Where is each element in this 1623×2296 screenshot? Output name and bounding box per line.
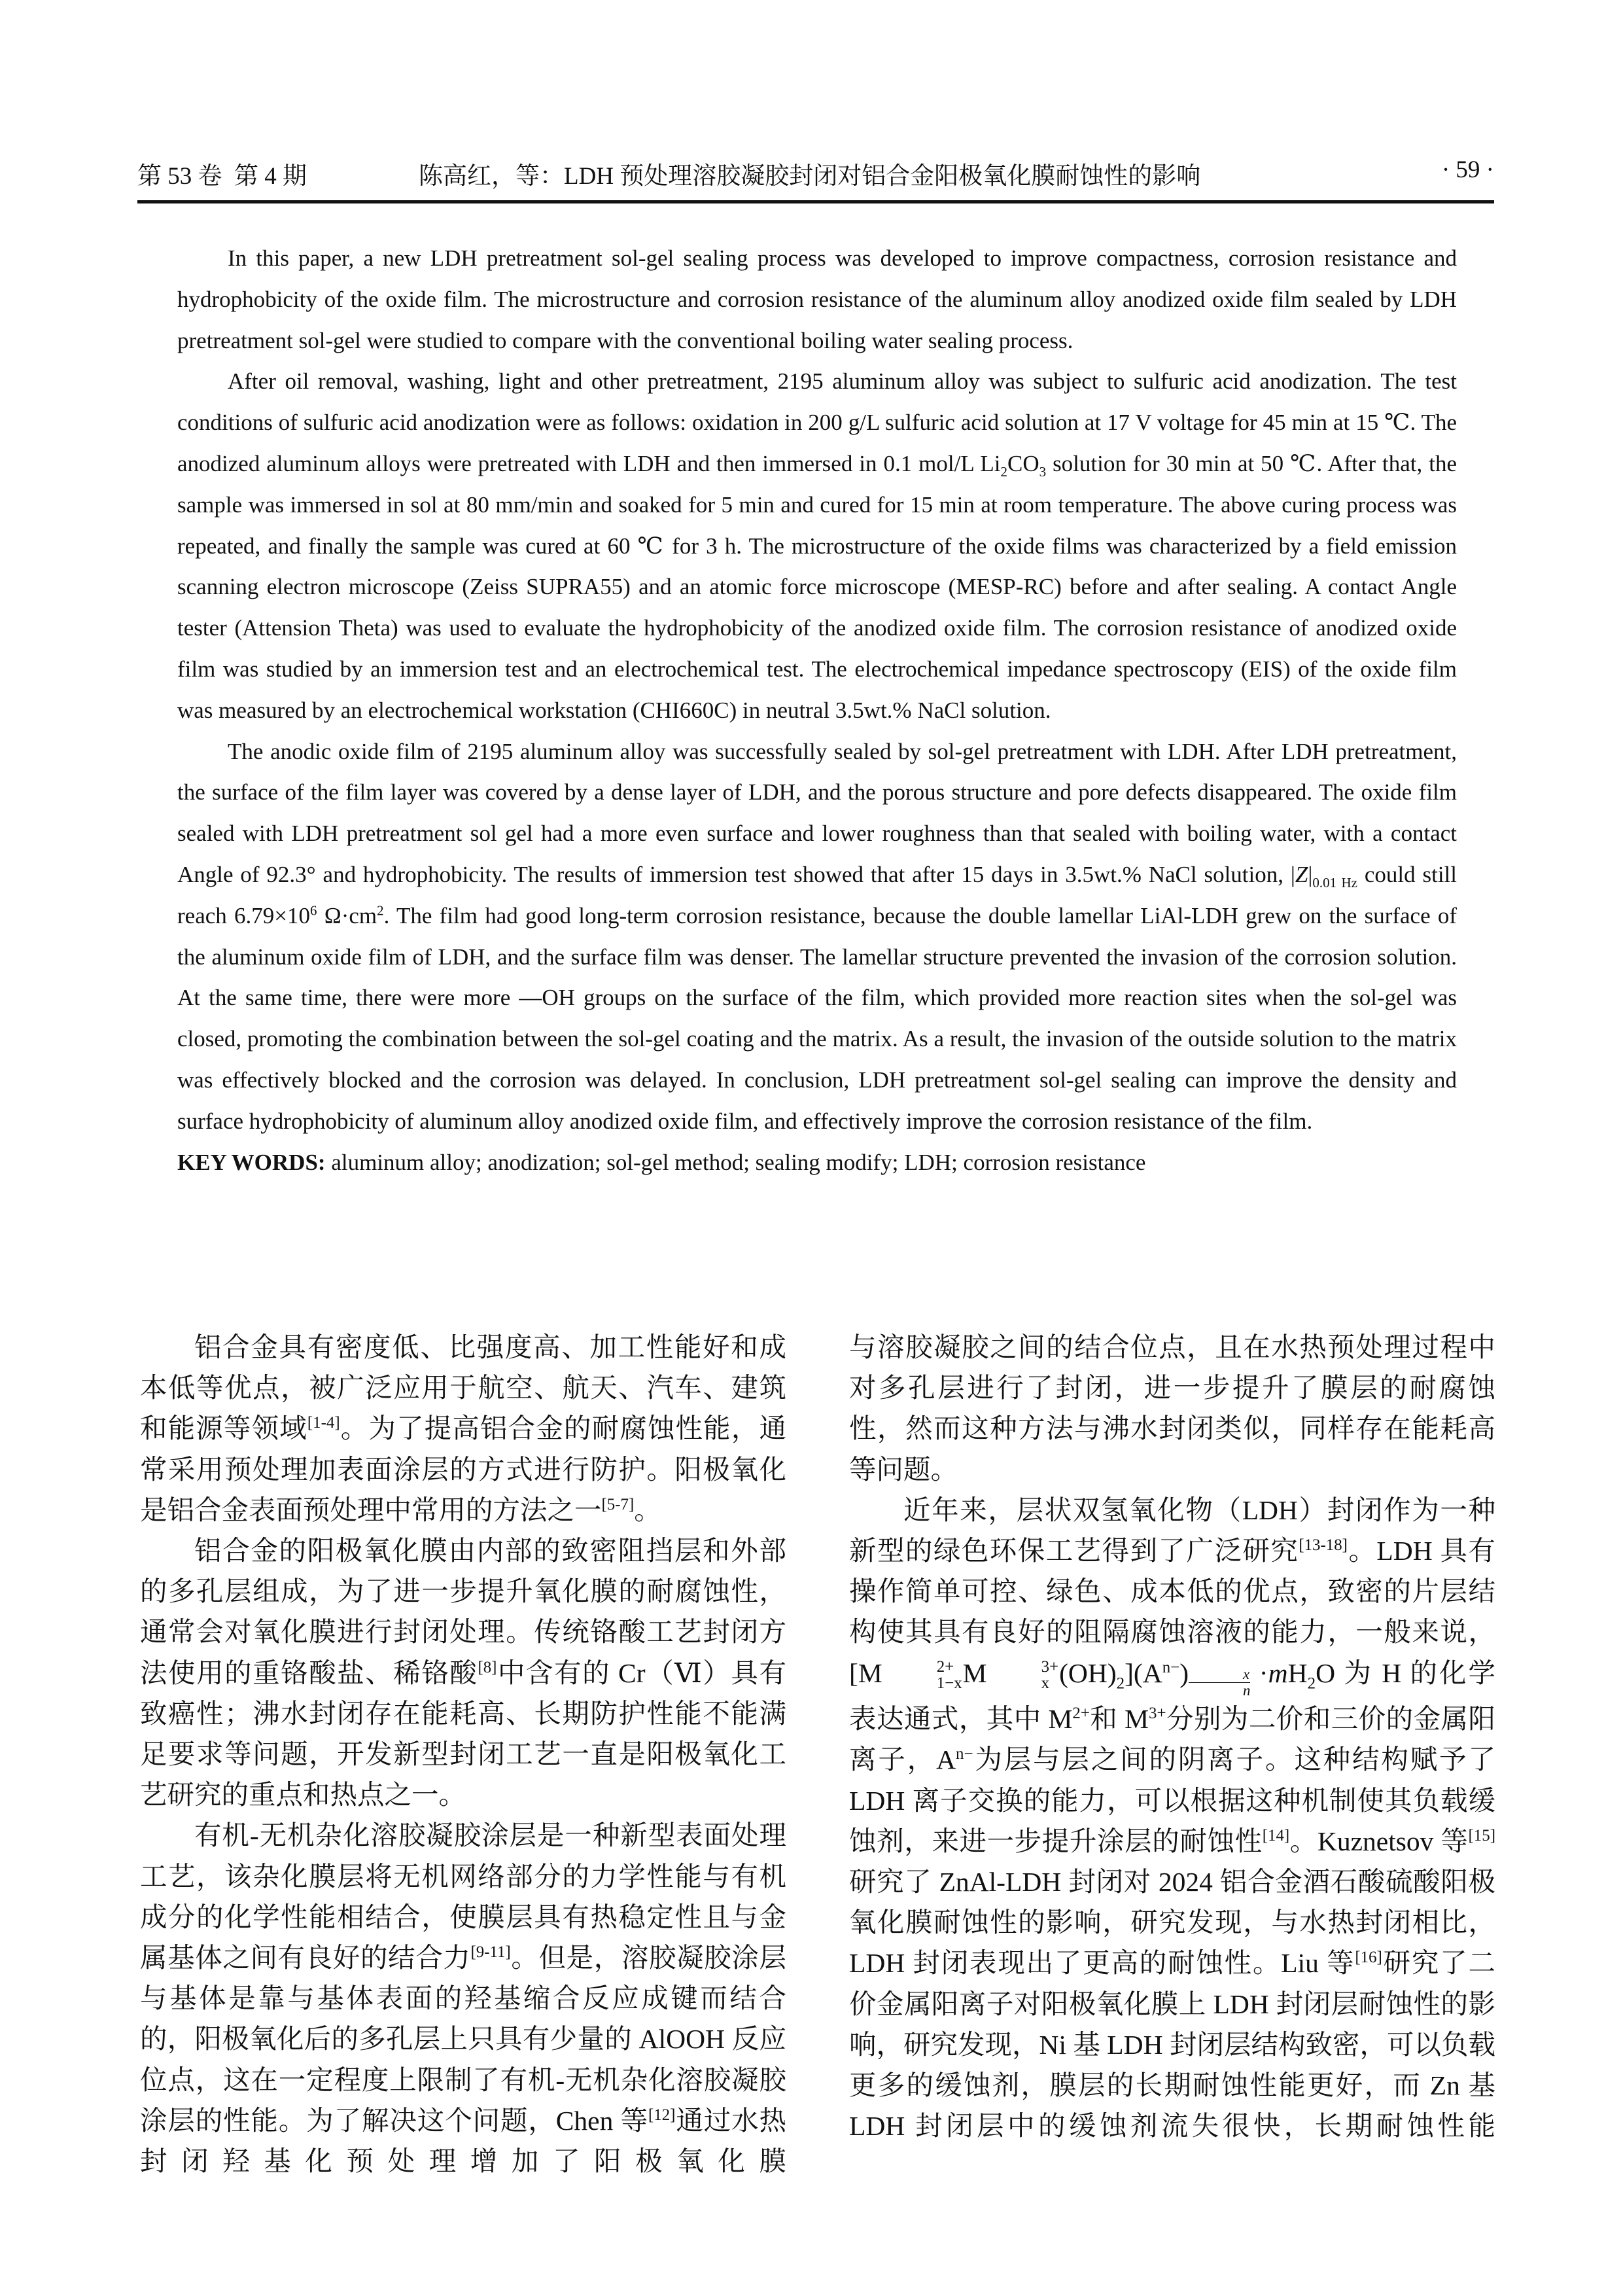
- text-run: 近年来，层状双氢氧化物（LDH）封闭作为一种新型的绿色环保工艺得到了广泛研究: [849, 1494, 1495, 1566]
- keywords-text: aluminum alloy; anodization; sol-gel method; sealing modify; LDH; corrosion resistance: [325, 1149, 1146, 1175]
- body-right-column: [849, 1327, 1495, 2146]
- upper-index: 2+: [936, 1658, 954, 1676]
- superscript: [14]: [1262, 1826, 1290, 1845]
- text-run: 。Kuznetsov 等: [1289, 1826, 1469, 1856]
- text-run: 。为了提高铝合金的耐腐蚀性能，通常采用预处理加表面涂层的方式进行防护。阳极氧化是铝合金表面预处理中常用的方法之一: [140, 1413, 786, 1525]
- abstract-paragraph: [177, 361, 1457, 731]
- italic-symbol: m: [1268, 1657, 1288, 1688]
- text-run: O 为 H 的化学表达通式，其中 M: [849, 1657, 1495, 1735]
- stacked-index: [882, 1659, 962, 1692]
- text-run: ·: [1250, 1657, 1268, 1688]
- body-paragraph: [140, 1327, 786, 1530]
- text-run: 中含有的 Cr（Ⅵ）具有致癌性；沸水封闭存在能耗高、长期防护性能不能满足要求等问题，开发新型封闭工艺一直是阳极氧化工艺研究的重点和热点之一。: [140, 1657, 786, 1810]
- lower-index: x: [1041, 1674, 1050, 1693]
- stacked-index: [987, 1659, 1058, 1692]
- superscript: [15]: [1468, 1826, 1495, 1845]
- upper-index: x: [1189, 1667, 1250, 1683]
- text-run: 与溶胶凝胶之间的结合位点，且在水热预处理过程中对多孔层进行了封闭，进一步提升了膜层的耐腐蚀性，然而这种方法与沸水封闭类似，同样存在能耗高等问题。: [849, 1332, 1495, 1485]
- text-run: 有机-无机杂化溶胶凝胶涂层是一种新型表面处理工艺，该杂化膜层将无机网络部分的力学性能与有机成分的化学性能相结合，使膜层具有热稳定性且与金属基体之间有良好的结合力: [140, 1820, 786, 1973]
- text-run: In this paper, a new LDH pretreatment sol-gel sealing process was developed to improve compactness, corrosion resistance and hydrophobicity of the oxide film. The microstructure and corrosion resistance of the aluminum alloy anodized oxide film sealed by LDH pretreatment sol-gel were studied to compare with the conventional boiling water sealing process.: [177, 245, 1457, 353]
- text-run: 。但是，溶胶凝胶涂层与基体是靠与基体表面的羟基缩合反应成键而结合的，阳极氧化后的多孔层上只具有少量的 AlOOH 反应位点，这在一定程度上限制了有机-无机杂化溶胶凝胶涂层的性能。为了解决这个问题，Chen 等: [140, 1943, 786, 2136]
- keywords-label: KEY WORDS:: [177, 1149, 326, 1175]
- subscript: 2: [1307, 1674, 1316, 1692]
- upper-index: 3+: [1041, 1658, 1059, 1676]
- text-run: . The film had good long-term corrosion resistance, because the double lamellar LiAl-LDH grew on the surface of the aluminum oxide film of LDH, and the surface film was denser. The lamellar structure prevented the invasion of the corrosion solution. At the same time, there were more —OH groups on the surface of the film, which provided more reaction sites when the sol-gel was closed, promoting the combination between the sol-gel coating and the matrix. As a result, the invasion of the outside solution to the matrix was effectively blocked and the corrosion was delayed. In conclusion, LDH pretreatment sol-gel sealing can improve the density and surface hydrophobicity of aluminum alloy anodized oxide film, and effectively improve the corrosion resistance of the film.: [177, 902, 1457, 1134]
- text-run: 。: [634, 1494, 661, 1525]
- abstract-paragraph: [177, 238, 1457, 361]
- english-abstract: [177, 238, 1457, 1183]
- superscript: n−: [1162, 1658, 1180, 1676]
- italic-symbol: Z: [1295, 861, 1308, 887]
- superscript: 2: [377, 902, 384, 919]
- text-run: could still reach 6.79×10: [177, 861, 1457, 928]
- keywords: [177, 1142, 1457, 1184]
- issue-label: 第 4 期: [234, 163, 307, 190]
- text-run: After oil removal, washing, light and other pretreatment, 2195 aluminum alloy was subject to sulfuric acid anodization. The test conditions of sulfuric acid anodization were as follows: oxidation in 200 g/L sulfuric acid solution at 17 V voltage for 45 min at 15 ℃. The anodized aluminum alloys were pretreated with LDH and then immersed in 0.1 mol/L Li: [177, 368, 1457, 476]
- volume-label: 第 53 卷: [137, 163, 222, 190]
- superscript: 6: [309, 902, 317, 919]
- header-rule: [137, 200, 1494, 203]
- superscript: 3+: [1149, 1704, 1166, 1723]
- text-run: 通过水热封闭羟基化预处理增加了阳极氧化膜: [140, 2105, 786, 2177]
- text-run: 。LDH 具有操作简单可控、绿色、成本低的优点，致密的片层结构使其具有良好的阻隔腐蚀溶液的能力，一般来说，[M: [849, 1536, 1495, 1688]
- text-run: 分别为二价和三价的金属阳离子，A: [849, 1704, 1495, 1775]
- lower-index: n: [1243, 1682, 1251, 1699]
- body-paragraph: [849, 1327, 1495, 1490]
- superscript: [13-18]: [1299, 1536, 1348, 1555]
- text-run: (OH): [1059, 1657, 1117, 1688]
- text-run: 为层与层之间的阴离子。这种结构赋予了 LDH 离子交换的能力，可以根据这种机制使其负载缓蚀剂，来进一步提升涂层的耐蚀性: [849, 1744, 1495, 1856]
- superscript: [9-11]: [470, 1943, 511, 1962]
- abstract-paragraph: [177, 732, 1457, 1142]
- text-run: The anodic oxide film of 2195 aluminum alloy was successfully sealed by sol-gel pretreatment with LDH. After LDH pretreatment, the surface of the film layer was covered by a dense layer of LDH, and the porous structure and pore defects disappeared. The oxide film sealed with LDH pretreatment sol gel had a more even surface and lower roughness than that sealed with boiling water, with a contact Angle of 92.3° and hydrophobicity. The results of immersion test showed that after 15 days in 3.5wt.% NaCl solution, |: [177, 738, 1457, 887]
- subscript: 2: [1000, 463, 1007, 480]
- lower-index: 1−x: [936, 1674, 962, 1693]
- body-paragraph: [849, 1490, 1495, 2147]
- text-run: M: [962, 1657, 987, 1688]
- text-run: 铝合金具有密度低、比强度高、加工性能好和成本低等优点，被广泛应用于航空、航天、汽车、建筑和能源等领域: [140, 1332, 786, 1444]
- text-run: 和 M: [1089, 1704, 1149, 1735]
- subscript: 2: [1116, 1674, 1125, 1692]
- body-paragraph: [140, 1530, 786, 1815]
- superscript: [16]: [1355, 1949, 1382, 1967]
- text-run: 研究了二价金属阳离子对阳极氧化膜上 LDH 封闭层耐蚀性的影响，研究发现，Ni 基 LDH 封闭层结构致密，可以负载更多的缓蚀剂，膜层的长期耐蚀性能更好，而 Zn 基 LDH 封闭层中的缓蚀剂流失很快，长期耐蚀性能: [849, 1948, 1495, 2142]
- subscript: 0.01 Hz: [1312, 874, 1357, 891]
- body-left-column: [140, 1327, 786, 2181]
- text-run: solution for 30 min at 50 ℃. After that, the sample was immersed in sol at 80 mm/min and soaked for 5 min and cured for 15 min at room temperature. The above curing process was repeated, and finally the sample was cured at 60 ℃ for 3 h. The microstructure of the oxide films was characterized by a field emission scanning electron microscope (Zeiss SUPRA55) and an atomic force microscope (MESP-RC) before and after sealing. A contact Angle tester (Attension Theta) was used to evaluate the hydrophobicity of the anodized oxide film. The corrosion resistance of anodized oxide film was studied by an immersion test and an electrochemical test. The electrochemical impedance spectroscopy (EIS) of the oxide film was measured by an electrochemical workstation (CHI660C) in neutral 3.5wt.% NaCl solution.: [177, 450, 1457, 723]
- text-run: CO: [1007, 450, 1039, 476]
- superscript: n−: [956, 1745, 973, 1763]
- superscript: [5-7]: [601, 1495, 635, 1513]
- text-run: H: [1287, 1657, 1308, 1688]
- running-title: 陈高红，等：LDH 预处理溶胶凝胶封闭对铝合金阳极氧化膜耐蚀性的影响: [419, 163, 1201, 190]
- page-number: · 59 ·: [1441, 156, 1494, 183]
- text-run: 铝合金的阳极氧化膜由内部的致密阻挡层和外部的多孔层组成，为了进一步提升氧化膜的耐腐蚀性，通常会对氧化膜进行封闭处理。传统铬酸工艺封闭方法使用的重铬酸盐、稀铬酸: [140, 1536, 786, 1688]
- superscript: [1-4]: [307, 1414, 340, 1432]
- text-run: ](A: [1125, 1657, 1162, 1688]
- text-run: ): [1179, 1657, 1189, 1688]
- subscript: 3: [1039, 463, 1047, 480]
- running-header: [137, 156, 1494, 195]
- text-run: |: [1308, 861, 1313, 887]
- text-run: Ω·cm: [317, 902, 377, 928]
- superscript: [8]: [478, 1658, 497, 1676]
- body-paragraph: [140, 1815, 786, 2181]
- superscript: 2+: [1072, 1704, 1090, 1723]
- superscript: [12]: [648, 2106, 676, 2125]
- fraction-subscript: [1189, 1667, 1250, 1699]
- text-run: 研究了 ZnAl-LDH 封闭对 2024 铝合金酒石酸硫酸阳极氧化膜耐蚀性的影响，研究发现，与水热封闭相比，LDH 封闭表现出了更高的耐蚀性。Liu 等: [849, 1866, 1495, 1979]
